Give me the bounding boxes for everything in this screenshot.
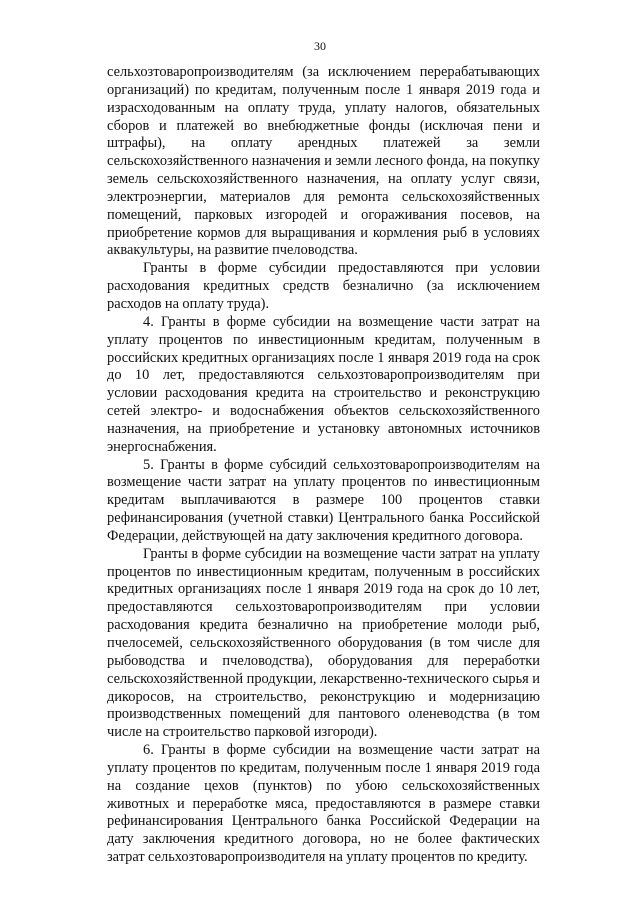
paragraph-item-4: 4. Гранты в форме субсидии на возмещение части затрат на уплату процентов по инвестиционным кредитам, полученным в российских кредитных организациях после 1 января 2019 года на срок до 10 лет, предоставляются сельхозтоваропроизводителям при условии расходования кредита на строительство и реконструкцию сетей электро- и водоснабжения объектов сельскохозяйственного назначения, на приобретение и установку автономных источников энергоснабжения.: [107, 313, 540, 455]
paragraph-continuation: сельхозтоваропроизводителям (за исключением перерабатывающих организаций) по кредитам, полученным после 1 января 2019 года и израсходованным на оплату труда, уплату налогов, обязательных сборов и платежей во внебюджетные фонды (исключая пени и штрафы), на оплату арендных платежей за земли сельскохозяйственного назначения и земли лесного фонда, на покупку земель сельскохозяйственного назначения, на оплату услуг связи, электроэнергии, материалов для ремонта сельскохозяйственных помещений, парковых изгородей и огораживания посевов, на приобретение кормов для выращивания и кормления рыб в условиях аквакультуры, на развитие пчеловодства.: [107, 64, 540, 259]
paragraph-item-5: 5. Гранты в форме субсидий сельхозтоваропроизводителям на возмещение части затрат на уплату процентов по инвестиционным кредитам выплачиваются в размере 100 процентов ставки рефинансирования (учетной ставки) Центрального банка Российской Федерации, действующей на дату заключения кредитного договора.: [107, 456, 540, 544]
paragraph: Гранты в форме субсидии предоставляются при условии расходования кредитных средств безналично (за исключением расходов на оплату труда).: [107, 260, 540, 312]
paragraph: Гранты в форме субсидии на возмещение части затрат на уплату процентов по инвестиционным кредитам, полученным в российских кредитных организациях после 1 января 2019 года на срок до 10 лет, предоставляются сельхозтоваропроизводителям при условии расходования кредита безналично на приобретение молоди рыб, пчелосемей, сельскохозяйственного оборудования (в том числе для рыбоводства и пчеловодства), оборудования для переработки сельскохозяйственной продукции, лекарственно-технического сырья и дикоросов, на строительство, реконструкцию и модернизацию производственных помещений для пантового оленеводства (в том числе на строительство парковой изгороди).: [107, 545, 540, 741]
document-body: [107, 64, 540, 867]
paragraph-item-6: 6. Гранты в форме субсидии на возмещение части затрат на уплату процентов по кредитам, полученным после 1 января 2019 года на создание цехов (пунктов) по убою сельскохозяйственных животных и переработке мяса, предоставляются в размере ставки рефинансирования Центрального банка Российской Федерации на дату заключения кредитного договора, но не более фактических затрат сельхозтоваропроизводителя на уплату процентов по кредиту.: [107, 742, 540, 866]
page-number: 30: [314, 39, 326, 53]
